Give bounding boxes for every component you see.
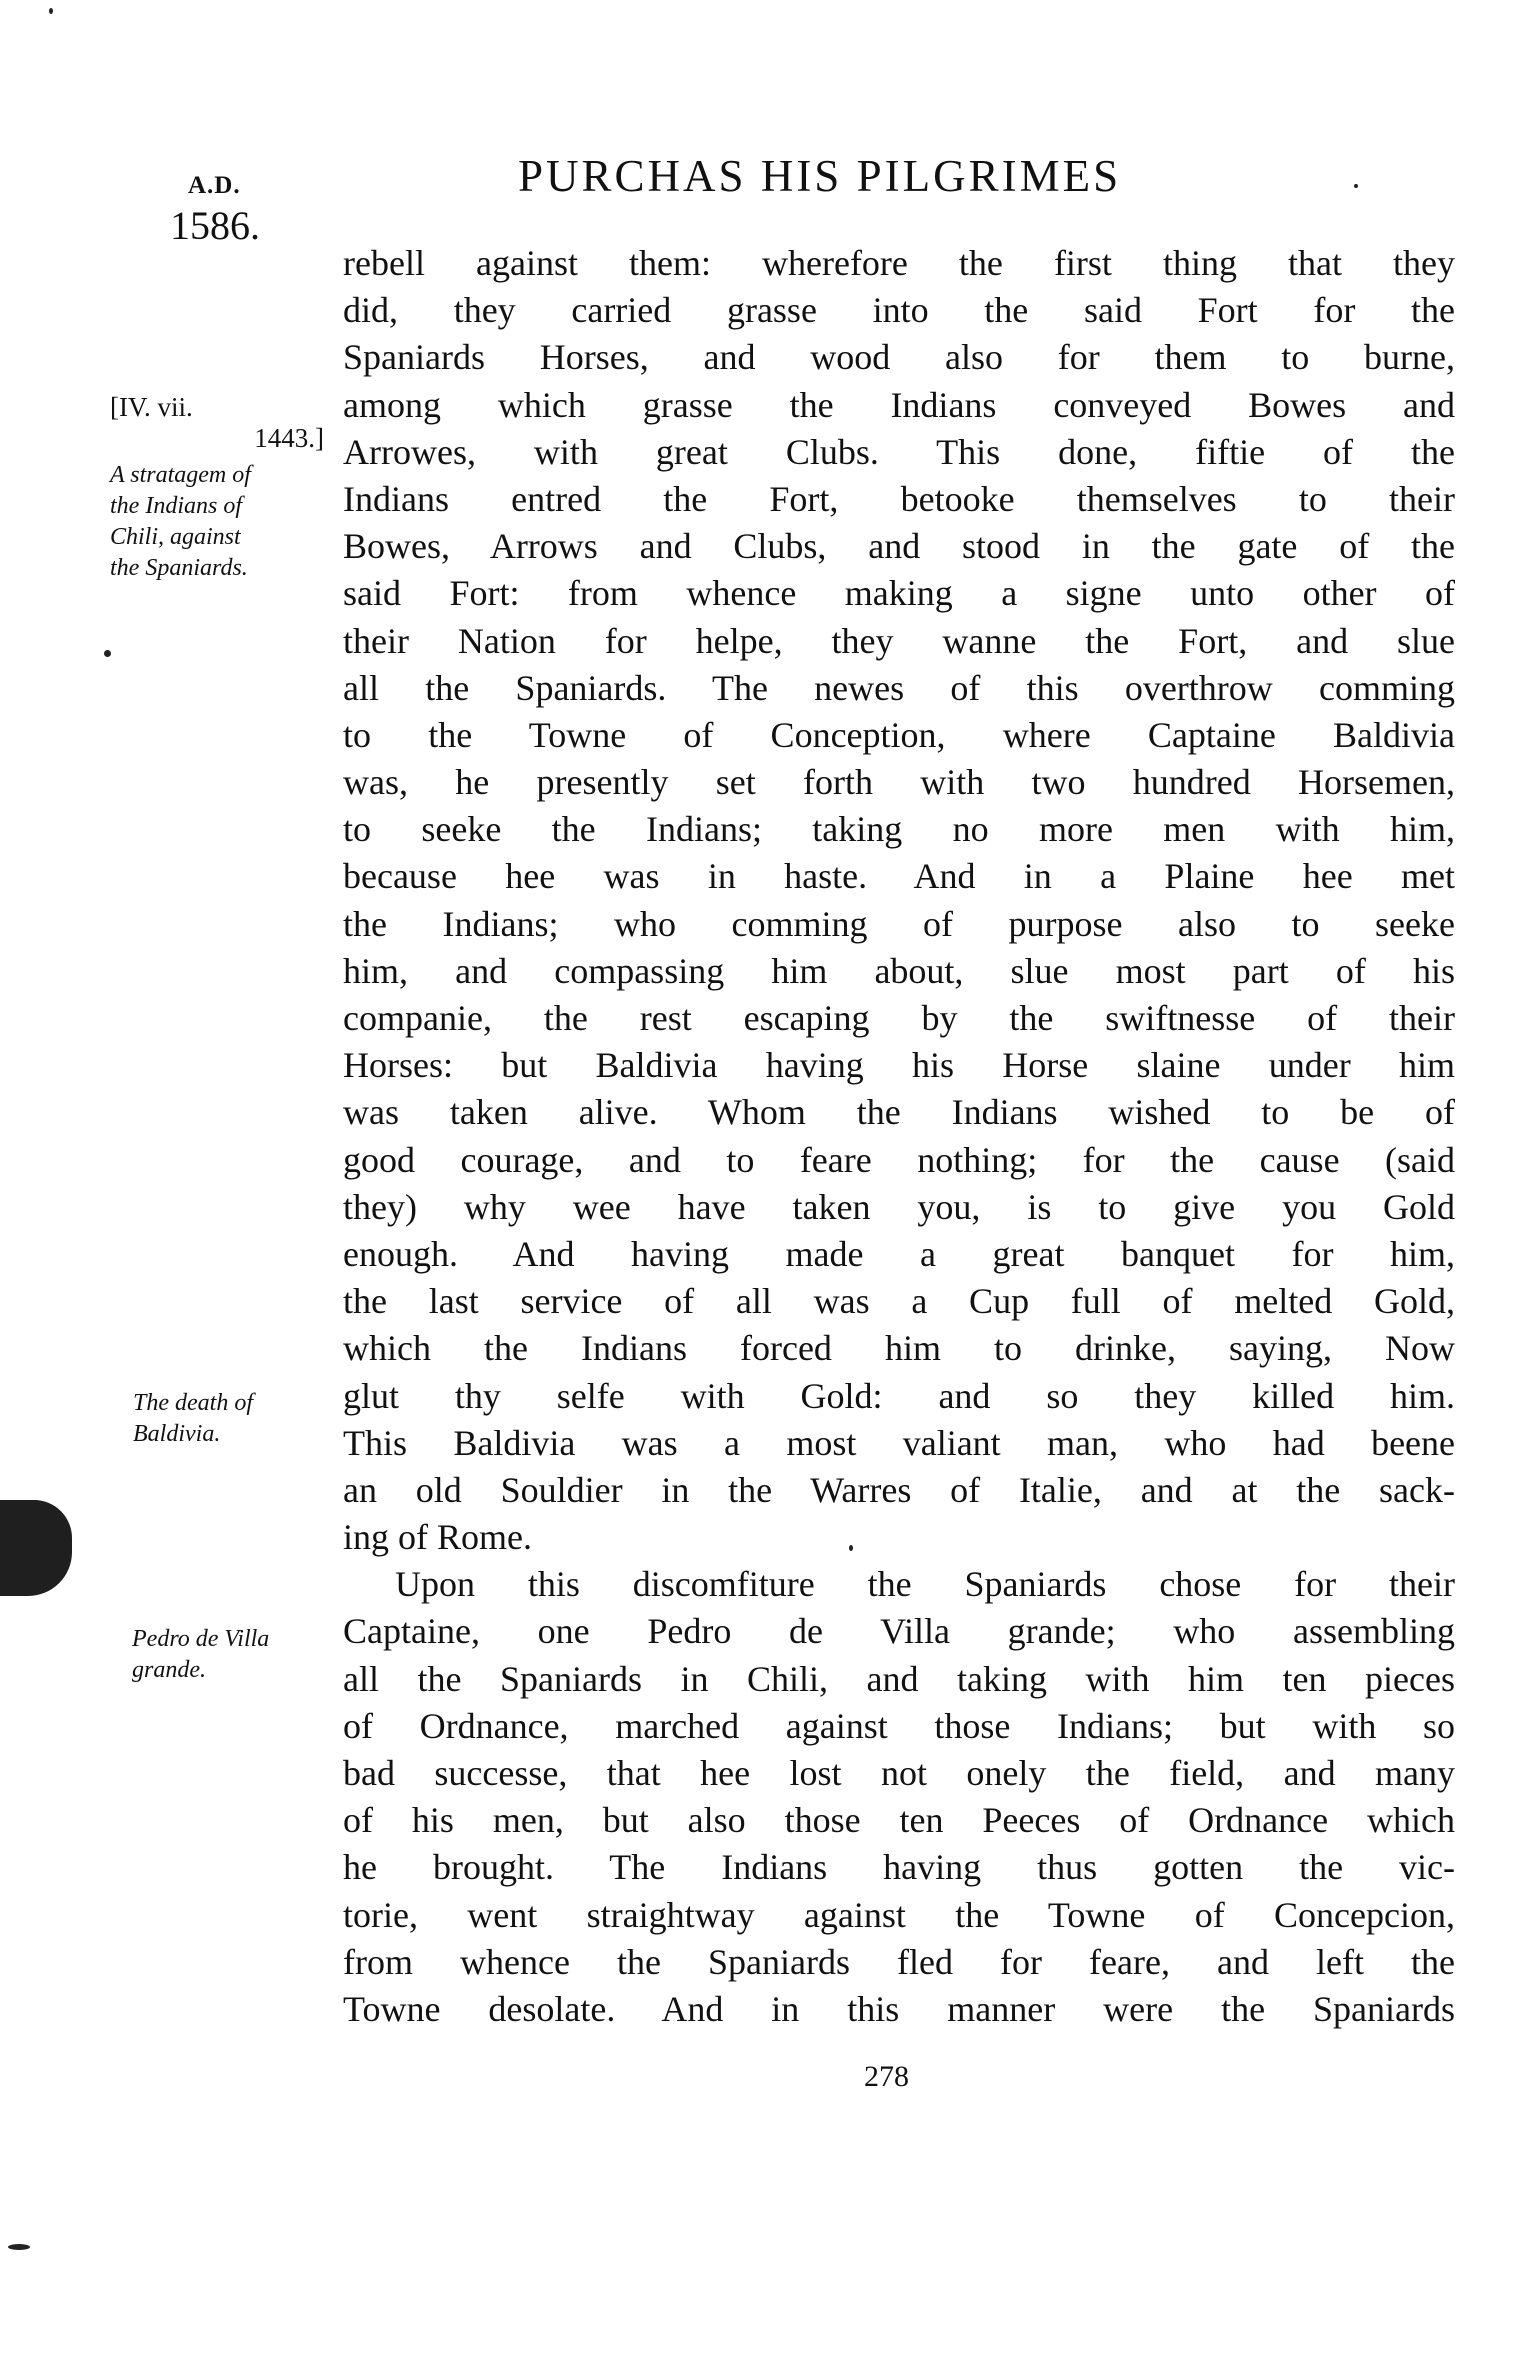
text-line: rebell against them: wherefore the first thing that they (343, 243, 1455, 283)
text-line: from whence the Spaniards fled for feare, and left the (343, 1941, 1455, 1982)
section-ref-line: 1443.] (254, 423, 324, 453)
text-line: torie, went straightway against the Towne of Concepcion, (343, 1894, 1455, 1935)
text-line: Horses: but Baldivia having his Horse slaine under him (343, 1045, 1455, 1086)
year-label: 1586. (170, 203, 260, 248)
margin-note-line: Pedro de Villa (132, 1626, 270, 1652)
text-line: ing of Rome. (343, 1517, 532, 1558)
body-text (343, 240, 1455, 2033)
scan-speck (104, 650, 111, 657)
text-line: bad successe, that hee lost not onely the field, and many (343, 1753, 1455, 1793)
text-line: because hee was in haste. And in a Plaine hee met (343, 856, 1455, 897)
margin-note-stratagem (110, 460, 251, 584)
text-line: Towne desolate. And in this manner were the Spaniards (343, 1988, 1455, 2029)
text-line: Captaine, one Pedro de Villa grande; who assembling (343, 1611, 1455, 1652)
margin-note-line: A stratagem of (110, 462, 251, 488)
text-line: an old Souldier in the Warres of Italie, and at the sack- (343, 1469, 1455, 1510)
page-number: 278 (864, 2060, 909, 2093)
running-title: PURCHAS HIS PILGRIMES (518, 151, 1122, 201)
text-line: which the Indians forced him to drinke, saying, Now (343, 1328, 1455, 1369)
text-line: to the Towne of Conception, where Captaine Baldivia (343, 714, 1455, 755)
text-line: Arrowes, with great Clubs. This done, fiftie of the (343, 431, 1455, 472)
text-line: This Baldivia was a most valiant man, who had beene (343, 1422, 1455, 1463)
margin-note-line: the Spaniards. (110, 555, 248, 581)
text-line: was taken alive. Whom the Indians wished to be of (343, 1092, 1455, 1133)
scan-speck (8, 2244, 30, 2250)
text-line: companie, the rest escaping by the swiftnesse of their (343, 998, 1455, 1038)
text-line: Upon this discomfiture the Spaniards chose for their (395, 1564, 1455, 1605)
text-line: did, they carried grasse into the said Fort for the (343, 290, 1455, 331)
margin-note-line: Chili, against (110, 524, 241, 550)
text-line: the Indians; who comming of purpose also to seeke (343, 903, 1455, 944)
section-reference (110, 392, 324, 454)
text-line: among which grasse the Indians conveyed Bowes and (343, 384, 1455, 425)
text-line: glut thy selfe with Gold: and so they killed him. (343, 1375, 1455, 1416)
text-line: said Fort: from whence making a signe unto other of (343, 573, 1455, 614)
text-line: of Ordnance, marched against those Indians; but with so (343, 1705, 1455, 1746)
text-line: good courage, and to feare nothing; for the cause (said (343, 1139, 1455, 1180)
text-line: the last service of all was a Cup full of melted Gold, (343, 1281, 1455, 1322)
text-line: all the Spaniards. The newes of this overthrow comming (343, 667, 1455, 708)
margin-note-line: grande. (132, 1657, 206, 1683)
text-line: he brought. The Indians having thus gotten the vic- (343, 1847, 1455, 1888)
ad-label: A.D. (188, 172, 241, 199)
text-line: him, and compassing him about, slue most part of his (343, 950, 1455, 991)
scan-speck (49, 8, 53, 14)
margin-note-line: the Indians of (110, 493, 242, 519)
text-line: all the Spaniards in Chili, and taking with him ten pieces (343, 1658, 1455, 1699)
text-line: Spaniards Horses, and wood also for them to burne, (343, 337, 1455, 378)
margin-note-pedro (132, 1624, 269, 1686)
margin-note-death (133, 1388, 253, 1450)
text-line: enough. And having made a great banquet for him, (343, 1233, 1455, 1274)
scan-speck (849, 1545, 853, 1551)
scan-thumb-shadow (0, 1500, 72, 1596)
text-line: they) why wee have taken you, is to give you Gold (343, 1186, 1455, 1227)
text-line: their Nation for helpe, they wanne the Fort, and slue (343, 620, 1455, 661)
section-ref-line: [IV. vii. (110, 392, 193, 422)
text-line: Bowes, Arrows and Clubs, and stood in the gate of the (343, 526, 1455, 567)
text-line: to seeke the Indians; taking no more men with him, (343, 809, 1455, 850)
text-line: was, he presently set forth with two hundred Horsemen, (343, 762, 1455, 803)
text-line: Indians entred the Fort, betooke themselves to their (343, 478, 1455, 519)
text-line: of his men, but also those ten Peeces of Ordnance which (343, 1800, 1455, 1841)
margin-note-line: The death of (133, 1390, 253, 1416)
scan-speck (1354, 184, 1358, 188)
margin-note-line: Baldivia. (133, 1421, 221, 1447)
